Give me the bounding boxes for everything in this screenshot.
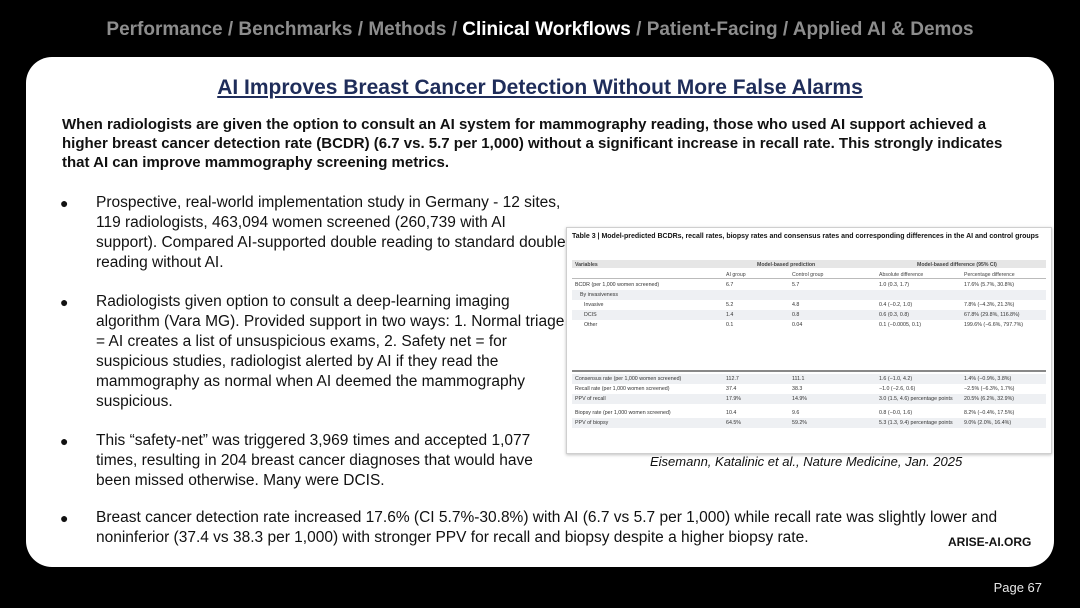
table-cell: 37.4 [726,386,737,392]
table-cell: Biopsy rate (per 1,000 women screened) [575,410,671,416]
breadcrumb-nav: Performance / Benchmarks / Methods / Clinical Workflows / Patient-Facing / Applied AI & Demos [106,19,974,40]
bullet-text: Breast cancer detection rate increased 17.6% (CI 5.7%-30.8%) with AI (6.7 vs 5.7 per 1,000) while recall rate was slightly lower and noninferior (37.4 vs 38.3 per 1,000) with stronger PPV for recall and biopsy despite a higher biopsy rate. [96,509,998,546]
table-cell: 59.2% [792,420,808,426]
bullet-text: Radiologists given option to consult a deep-learning imaging algorithm (Vara MG). Provided support in two ways: 1. Normal triage = AI creates a list of unsuspicious exams, 2. Safety net = for suspicious studies, radiologist alerted by AI if they read the mammography as normal when AI deemed the mammography suspicious. [96,293,565,410]
table-cell: 111.1 [792,376,805,382]
table-cell: 9.0% (2.0%, 16.4%) [964,420,1012,426]
table-cell: Other [584,322,598,328]
table-cell: 9.6 [792,410,800,416]
table-row [572,418,1046,428]
nav-item-benchmarks[interactable]: Benchmarks [238,19,353,40]
table-cell: 3.0 (1.5, 4.6) percentage points [879,396,953,402]
table-cell: 0.8 (−0.0, 1.6) [879,410,913,416]
table-cell: By invasiveness [580,292,618,298]
bullet-dot: ● [60,294,69,310]
intro-paragraph: When radiologists are given the option to consult an AI system for mammography reading, those who used AI support achieved a higher breast cancer detection rate (BCDR) (6.7 vs. 5.7 per 1,000) without a significant increase in recall rate. This strongly indicates that AI can improve mammography screening metrics. [62,116,1003,171]
table-cell: BCDR (per 1,000 women screened) [575,282,660,288]
table-cell: 17.6% (5.7%, 30.8%) [964,282,1015,288]
slide-title: AI Improves Breast Cancer Detection Without More False Alarms [217,76,863,99]
table-cell: PPV of recall [575,396,606,402]
bullet-dot: ● [60,195,69,211]
table-cell: 1.6 (−1.0, 4.2) [879,376,913,382]
table-row [572,408,1046,418]
table-cell: 1.4 [726,312,734,318]
table-row [572,374,1046,384]
nav-item-methods[interactable]: Methods [368,19,447,40]
table-cell: 1.0 (0.3, 1.7) [879,282,910,288]
table-cell: 0.04 [792,322,803,328]
table-row [572,280,1046,290]
bullet-dot: ● [60,510,69,526]
table-cell: 67.8% (29.8%, 116.8%) [964,312,1020,318]
citation: Eisemann, Katalinic et al., Nature Medicine, Jan. 2025 [650,454,963,469]
table-cell: Recall rate (per 1,000 women screened) [575,386,670,392]
table-cell: 5.7 [792,282,800,288]
table-row [572,320,1046,330]
results-table-image [566,227,1052,454]
nav-item-applied-ai-demos[interactable]: Applied AI & Demos [792,19,974,40]
table-cell: −2.5% (−6.3%, 1.7%) [964,386,1015,392]
table-row [572,394,1046,404]
table-cell: 0.6 (0.3, 0.8) [879,312,910,318]
table-cell: 4.8 [792,302,800,308]
table-row [572,290,1046,300]
table-cell: 199.6% (−6.6%, 797.7%) [964,322,1024,328]
table-cell: PPV of biopsy [575,420,609,426]
table-divider [572,370,1046,372]
table-cell: 0.4 (−0.2, 1.0) [879,302,913,308]
bullet-text: This “safety-net” was triggered 3,969 times and accepted 1,077 times, resulting in 204 breast cancer diagnoses that would have been missed otherwise. Many were DCIS. [96,432,533,489]
table-caption: Table 3 | Model-predicted BCDRs, recall rates, biopsy rates and consensus rates and corresponding differences in the AI and control groups [572,233,1039,240]
table-cell: 8.2% (−0.4%, 17.5%) [964,410,1015,416]
table-group-header: Variables Model-based prediction Model-based difference (95% CI) [572,260,1046,268]
table-cell: DCIS [584,312,597,318]
table-cell: 17.9% [726,396,742,402]
table-cell: 5.3 (1.3, 9.4) percentage points [879,420,953,426]
table-cell: 0.1 [726,322,734,328]
table-cell: 0.1 (−0.0005, 0.1) [879,322,921,328]
bullet-text: Prospective, real-world implementation study in Germany - 12 sites, 119 radiologists, 463,094 women screened (260,739 with AI support). Compared AI-supported double reading to standard double reading without AI. [96,194,566,271]
table-cell: 112.7 [726,376,739,382]
bullet-dot: ● [60,433,69,449]
brand-label: ARISE-AI.ORG [948,535,1032,549]
table-cell: 38.3 [792,386,803,392]
table-cell: 10.4 [726,410,737,416]
table-cell: 0.8 [792,312,800,318]
table-cell: 64.5% [726,420,742,426]
nav-item-performance[interactable]: Performance [106,19,223,40]
table-cell: 1.4% (−0.9%, 3.8%) [964,376,1012,382]
table-column-header: AI group Control group Absolute difference Percentage difference [572,270,1046,279]
page-number: Page 67 [993,580,1042,595]
table-row [572,300,1046,310]
table-cell: −1.0 (−2.6, 0.6) [879,386,916,392]
table-cell: 20.5% (6.2%, 32.9%) [964,396,1015,402]
table-cell: 6.7 [726,282,734,288]
table-cell: 7.8% (−4.3%, 21.3%) [964,302,1015,308]
table-row [572,384,1046,394]
table-cell: Consensus rate (per 1,000 women screened) [575,376,682,382]
nav-item-patient-facing[interactable]: Patient-Facing [646,19,778,40]
nav-item-clinical-workflows[interactable]: Clinical Workflows [462,19,631,40]
table-row [572,310,1046,320]
table-cell: 5.2 [726,302,734,308]
table-cell: 14.9% [792,396,808,402]
table-cell: Invasive [584,302,604,308]
